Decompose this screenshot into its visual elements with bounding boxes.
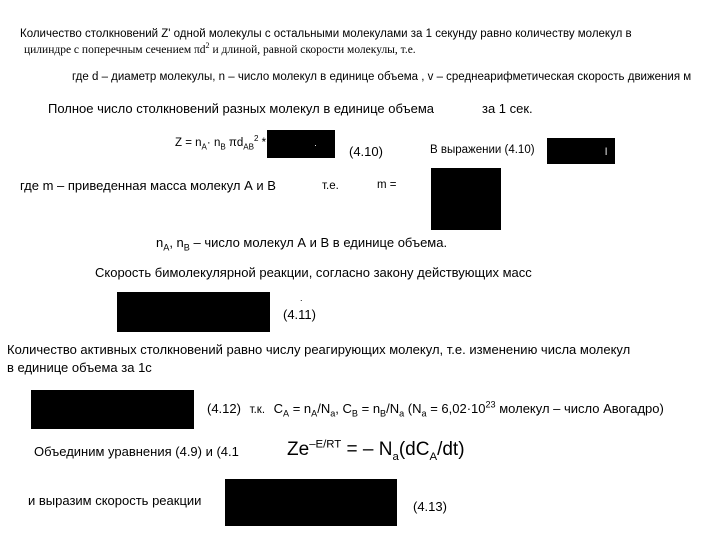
ze-dca: (dC bbox=[398, 439, 430, 460]
eq-z-dot: · bbox=[206, 137, 211, 149]
cb-c: , C bbox=[335, 401, 352, 416]
ca-c: C bbox=[273, 401, 284, 416]
intro-line-2-exp: 2 bbox=[205, 41, 210, 51]
m-equals-text: m = bbox=[377, 179, 397, 191]
redacted-rate-formula bbox=[117, 292, 270, 332]
intro-line-1: Количество столкновений Z' одной молекулы с остальными молекулами за 1 секунду равно количеству молекул в bbox=[20, 28, 632, 40]
na-sub-4: a bbox=[399, 408, 405, 419]
redacted-reduced-mass-formula bbox=[431, 168, 501, 230]
na-sub-2: A bbox=[311, 408, 318, 419]
eq-z-sub-b: B bbox=[220, 142, 226, 152]
per-second-text: за 1 сек. bbox=[482, 101, 533, 116]
na-nb-definition bbox=[156, 235, 448, 253]
eq-z-nb: n bbox=[210, 137, 221, 149]
intro-line-2 bbox=[24, 41, 416, 57]
slash-na-1: /N bbox=[317, 401, 331, 416]
bimolecular-text: Скорость бимолекулярной реакции, согласно закону действующих масс bbox=[95, 265, 532, 280]
na-sub-a: A bbox=[163, 242, 170, 253]
ie-text: т.е. bbox=[322, 180, 339, 192]
cb-sub: B bbox=[351, 408, 358, 419]
combine-text: Объединим уравнения (4.9) и (4.1 bbox=[34, 444, 239, 459]
nb-sub-2: B bbox=[380, 408, 387, 419]
intro-line-2-pid: πd bbox=[193, 44, 206, 56]
equation-z bbox=[175, 134, 267, 152]
redacted-4-13-formula bbox=[225, 479, 397, 526]
since-text: т.к. bbox=[249, 404, 266, 416]
avogadro-open: (N bbox=[404, 401, 422, 416]
na-n: n bbox=[156, 235, 164, 250]
slash-na-2: /N bbox=[386, 401, 400, 416]
avogadro-rest: молекул – число Авогадро) bbox=[495, 401, 664, 416]
small-mark: l bbox=[605, 147, 608, 158]
redacted-formula-z bbox=[267, 130, 335, 158]
reduced-mass-text: где m – приведенная масса молекул А и В bbox=[20, 178, 276, 193]
na-sep: , n bbox=[169, 235, 184, 250]
ze-prefix: Ze bbox=[287, 439, 310, 460]
na-sub-b: B bbox=[183, 242, 190, 253]
eq-number-4-10: (4.10) bbox=[349, 144, 383, 159]
eq-z-star: * bbox=[258, 137, 267, 149]
intro-line-2-a: цилиндре с поперечным сечением bbox=[24, 44, 192, 56]
eq-z-sub-ab: AB bbox=[243, 142, 254, 152]
definition-line: где d – диаметр молекулы, n – число молекул в единице объема , v – среднеарифметическая скорость движения м bbox=[72, 71, 692, 83]
eq-z-pi: πd bbox=[225, 137, 244, 149]
ze-sub-A: A bbox=[429, 450, 438, 463]
ca-sub: A bbox=[283, 408, 290, 419]
eq-number-4-13: (4.13) bbox=[413, 499, 447, 514]
na-sub-5: a bbox=[421, 408, 427, 419]
eq-z-prefix: Z = n bbox=[175, 137, 202, 149]
redacted-4-12-formula bbox=[31, 390, 194, 429]
ze-rest: = – N bbox=[341, 439, 393, 460]
express-rate-text: и выразим скорость реакции bbox=[28, 493, 202, 508]
in-expression-text: В выражении (4.10) bbox=[430, 144, 535, 156]
eq-z-sq: 2 bbox=[254, 134, 259, 144]
ze-exp: –E/RT bbox=[309, 438, 342, 451]
ze-equation bbox=[287, 438, 465, 463]
eq-z-sub-a: A bbox=[201, 142, 207, 152]
ze-sub-a: a bbox=[392, 450, 399, 463]
ca-eq: = n bbox=[289, 401, 312, 416]
active-collisions-line-2: в единице объема за 1с bbox=[7, 360, 152, 375]
eq-z-dot2: · bbox=[314, 140, 317, 150]
active-collisions-line-1: Количество активных столкновений равно числу реагирующих молекул, т.е. изменению числа молекул bbox=[7, 342, 631, 357]
cb-eq: = n bbox=[358, 401, 381, 416]
total-collisions-text: Полное число столкновений разных молекул в единице объема bbox=[48, 101, 434, 116]
eq-number-4-11: (4.11) bbox=[283, 307, 316, 322]
small-dot: . bbox=[300, 293, 303, 303]
eq-4-12-line bbox=[207, 399, 664, 419]
avogadro-exp: 23 bbox=[485, 399, 496, 410]
eq-number-4-12: (4.12) bbox=[207, 401, 241, 416]
ze-dt: /dt) bbox=[437, 439, 465, 460]
na-sub-3: a bbox=[330, 408, 336, 419]
avogadro-value: = 6,02·10 bbox=[426, 401, 486, 416]
intro-line-2-d: и длиной, равной скорости молекулы, т.е. bbox=[212, 44, 416, 56]
na-rest: – число молекул А и В в единице объема. bbox=[189, 235, 448, 250]
